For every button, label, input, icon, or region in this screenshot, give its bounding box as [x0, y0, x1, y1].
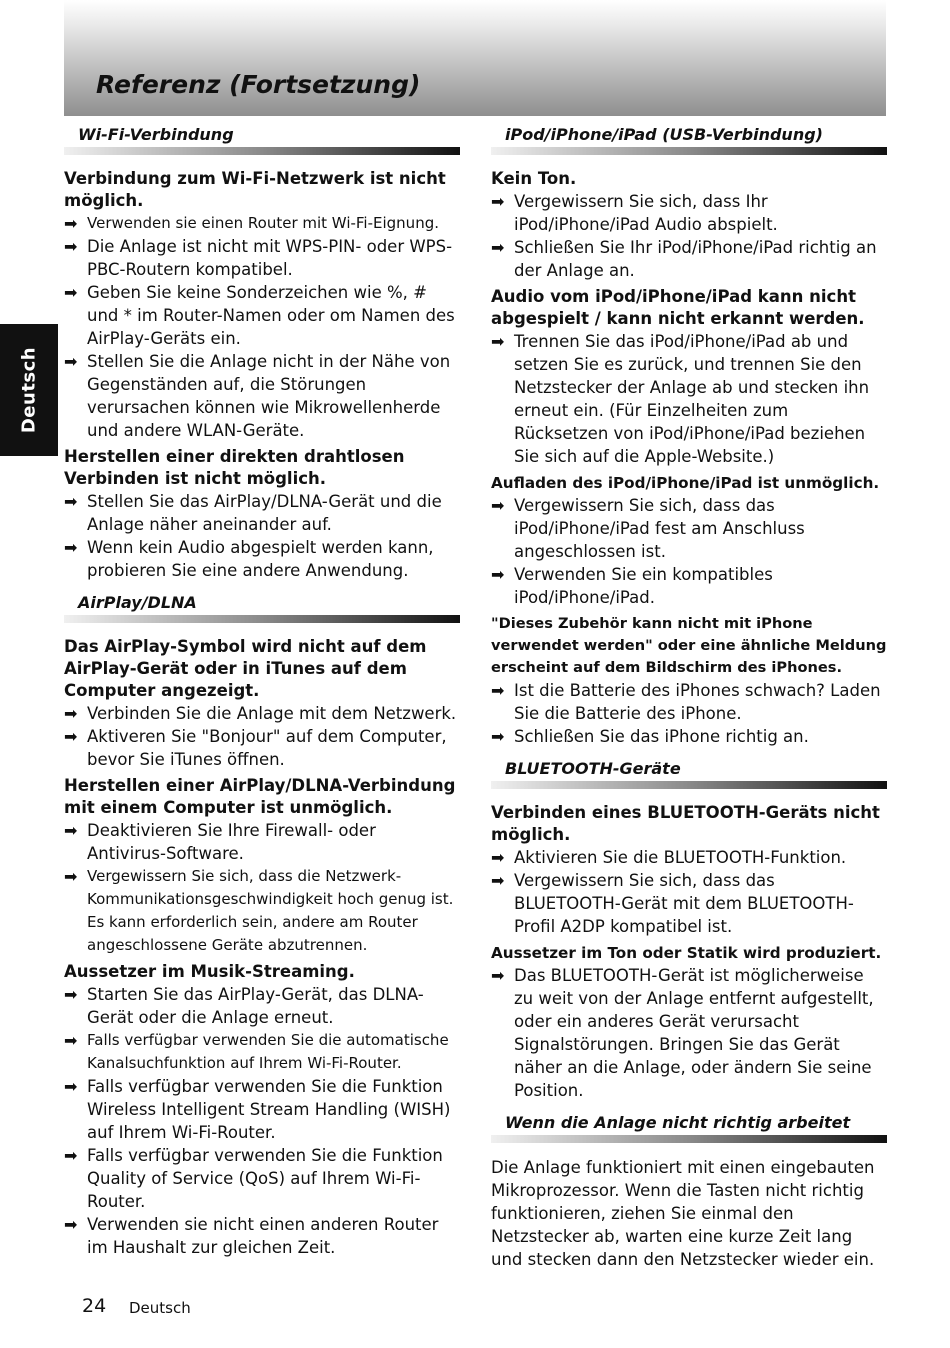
- solution-item: ➡ Die Anlage ist nicht mit WPS-PIN- oder WPS-PBC-Routern kompatibel.: [64, 237, 453, 279]
- section-title: BLUETOOTH-Geräte: [505, 759, 681, 778]
- language-side-tab: [0, 324, 58, 456]
- solution-item: ➡ Trennen Sie das iPod/iPhone/iPad ab und setzen Sie es zurück, und trennen Sie den Netzstecker der Anlage ab und stecken ihn erneut ein. (Für Einzelheiten zum Rücksetzen von iPod/iPhone/iPad beziehen Sie sich auf die Apple-Website.): [491, 332, 870, 466]
- section-title: Wenn die Anlage nicht richtig arbeitet: [505, 1113, 851, 1132]
- solution-item: ➡ Stellen Sie das AirPlay/DLNA-Gerät und die Anlage näher aneinander auf.: [64, 492, 442, 534]
- page-number: 24: [82, 1295, 107, 1317]
- footer-language: Deutsch: [129, 1299, 191, 1317]
- section-divider: [491, 1135, 887, 1143]
- section-divider: [64, 615, 460, 623]
- arrow-icon: ➡: [64, 1146, 78, 1165]
- solution-item: ➡ Vergewissern Sie sich, dass Ihr iPod/iPhone/iPad Audio abspielt.: [491, 192, 778, 234]
- side-tab-label: Deutsch: [18, 346, 40, 434]
- arrow-icon: ➡: [491, 192, 505, 211]
- solution-item: ➡ Falls verfügbar verwenden Sie die Funktion Wireless Intelligent Stream Handling (WISH) auf Ihrem Wi-Fi-Router.: [64, 1077, 451, 1142]
- arrow-icon: ➡: [64, 214, 78, 233]
- issue-heading: Aussetzer im Ton oder Statik wird produziert.: [491, 944, 882, 962]
- section-title: Wi-Fi-Verbindung: [78, 125, 234, 144]
- solution-item: ➡ Deaktivieren Sie Ihre Firewall- oder Antivirus-Software.: [64, 821, 376, 863]
- solution-item: ➡ Verbinden Sie die Anlage mit dem Netzwerk.: [64, 704, 457, 723]
- issue-heading: Herstellen einer AirPlay/DLNA-Verbindung mit einem Computer ist unmöglich.: [64, 776, 456, 817]
- arrow-icon: ➡: [491, 681, 505, 700]
- solution-item: ➡ Aktivieren Sie die BLUETOOTH-Funktion.: [491, 848, 847, 867]
- arrow-icon: ➡: [64, 704, 78, 723]
- solution-item: ➡ Falls verfügbar verwenden Sie die Funktion Quality of Service (QoS) auf Ihrem Wi-Fi-Router.: [64, 1146, 443, 1211]
- arrow-icon: ➡: [64, 821, 78, 840]
- issue-heading: Kein Ton.: [491, 169, 577, 188]
- section-header-bluetooth: [491, 756, 887, 792]
- solution-item: ➡ Ist die Batterie des iPhones schwach? Laden Sie die Batterie des iPhone.: [491, 681, 881, 723]
- page-header: [64, 0, 886, 116]
- section-header-airplay: [64, 590, 460, 626]
- right-column: [491, 122, 887, 1271]
- solution-item: ➡ Vergewissern Sie sich, dass die Netzwerk-Kommunikationsgeschwindigkeit hoch genug ist. Es kann erforderlich sein, andere am Router angeschlossene Geräte abzutrennen.: [64, 867, 454, 954]
- solution-item: ➡ Wenn kein Audio abgespielt werden kann, probieren Sie eine andere Anwendung.: [64, 538, 434, 580]
- arrow-icon: ➡: [64, 1215, 78, 1234]
- arrow-icon: ➡: [491, 848, 505, 867]
- section-divider: [491, 781, 887, 789]
- issue-heading: "Dieses Zubehör kann nicht mit iPhone verwendet werden" oder eine ähnliche Meldung erscheint auf dem Bildschirm des iPhones.: [491, 615, 887, 676]
- solution-item: ➡ Vergewissern Sie sich, dass das iPod/iPhone/iPad fest am Anschluss angeschlossen ist.: [491, 496, 805, 561]
- issue-heading: Verbindung zum Wi-Fi-Netzwerk ist nicht möglich.: [64, 169, 446, 210]
- malfunction-paragraph: Die Anlage funktioniert mit einen eingebauten Mikroprozessor. Wenn die Tasten nicht richtig funktionieren, ziehen Sie einmal den Netzstecker ab, warten eine kurze Zeit lang und stecken dann den Netzstecker wieder ein.: [491, 1158, 875, 1269]
- issue-heading: Aussetzer im Musik-Streaming.: [64, 962, 355, 981]
- arrow-icon: ➡: [64, 538, 78, 557]
- issue-heading: Verbinden eines BLUETOOTH-Geräts nicht möglich.: [491, 803, 880, 844]
- solution-item: ➡ Das BLUETOOTH-Gerät ist möglicherweise zu weit von der Anlage entfernt aufgestellt, oder ein anderes Gerät verursacht Signalstörungen. Bringen Sie das Gerät näher an die Anlage, oder ändern Sie seine Position.: [491, 966, 874, 1100]
- section-header-malfunction: [491, 1110, 887, 1146]
- issue-heading: Das AirPlay-Symbol wird nicht auf dem AirPlay-Gerät oder in iTunes auf dem Computer angezeigt.: [64, 637, 427, 700]
- arrow-icon: ➡: [64, 492, 78, 511]
- arrow-icon: ➡: [64, 1077, 78, 1096]
- solution-item: ➡ Verwenden sie nicht einen anderen Router im Haushalt zur gleichen Zeit.: [64, 1215, 439, 1257]
- solution-item: ➡ Vergewissern Sie sich, dass das BLUETOOTH-Gerät mit dem BLUETOOTH-Profil A2DP kompatibel ist.: [491, 871, 854, 936]
- arrow-icon: ➡: [64, 352, 78, 371]
- page-title: Referenz (Fortsetzung): [96, 70, 421, 99]
- solution-item: ➡ Falls verfügbar verwenden Sie die automatische Kanalsuchfunktion auf Ihrem Wi-Fi-Router.: [64, 1031, 449, 1072]
- section-header-ipod: [491, 122, 887, 158]
- arrow-icon: ➡: [491, 565, 505, 584]
- arrow-icon: ➡: [491, 727, 505, 746]
- solution-item: ➡ Schließen Sie Ihr iPod/iPhone/iPad richtig an der Anlage an.: [491, 238, 877, 280]
- arrow-icon: ➡: [64, 727, 78, 746]
- section-divider: [491, 147, 887, 155]
- issue-heading: Herstellen einer direkten drahtlosen Verbinden ist nicht möglich.: [64, 447, 405, 488]
- solution-item: ➡ Verwenden sie einen Router mit Wi-Fi-Eignung.: [64, 214, 439, 233]
- arrow-icon: ➡: [64, 1031, 78, 1050]
- section-title: iPod/iPhone/iPad (USB-Verbindung): [505, 125, 823, 144]
- issue-heading: Aufladen des iPod/iPhone/iPad ist unmöglich.: [491, 474, 880, 492]
- arrow-icon: ➡: [491, 871, 505, 890]
- solution-item: ➡ Starten Sie das AirPlay-Gerät, das DLNA-Gerät oder die Anlage erneut.: [64, 985, 424, 1027]
- solution-item: ➡ Verwenden Sie ein kompatibles iPod/iPhone/iPad.: [491, 565, 773, 607]
- arrow-icon: ➡: [491, 966, 505, 985]
- solution-item: ➡ Schließen Sie das iPhone richtig an.: [491, 727, 809, 746]
- section-header-wifi: [64, 122, 460, 158]
- left-column: [64, 122, 460, 1259]
- solution-item: ➡ Stellen Sie die Anlage nicht in der Nähe von Gegenständen auf, die Störungen verursachen können wie Mikrowellenherde und andere WLAN-Geräte.: [64, 352, 451, 440]
- arrow-icon: ➡: [64, 867, 78, 886]
- section-title: AirPlay/DLNA: [78, 593, 197, 612]
- solution-item: ➡ Geben Sie keine Sonderzeichen wie %, # und * im Router-Namen oder om Namen des AirPlay-Geräts ein.: [64, 283, 455, 348]
- solution-item: ➡ Aktiveren Sie "Bonjour" auf dem Computer, bevor Sie iTunes öffnen.: [64, 727, 447, 769]
- arrow-icon: ➡: [491, 496, 505, 515]
- issue-heading: Audio vom iPod/iPhone/iPad kann nicht abgespielt / kann nicht erkannt werden.: [491, 287, 865, 328]
- arrow-icon: ➡: [491, 238, 505, 257]
- arrow-icon: ➡: [491, 332, 505, 351]
- section-divider: [64, 147, 460, 155]
- arrow-icon: ➡: [64, 283, 78, 302]
- arrow-icon: ➡: [64, 237, 78, 256]
- arrow-icon: ➡: [64, 985, 78, 1004]
